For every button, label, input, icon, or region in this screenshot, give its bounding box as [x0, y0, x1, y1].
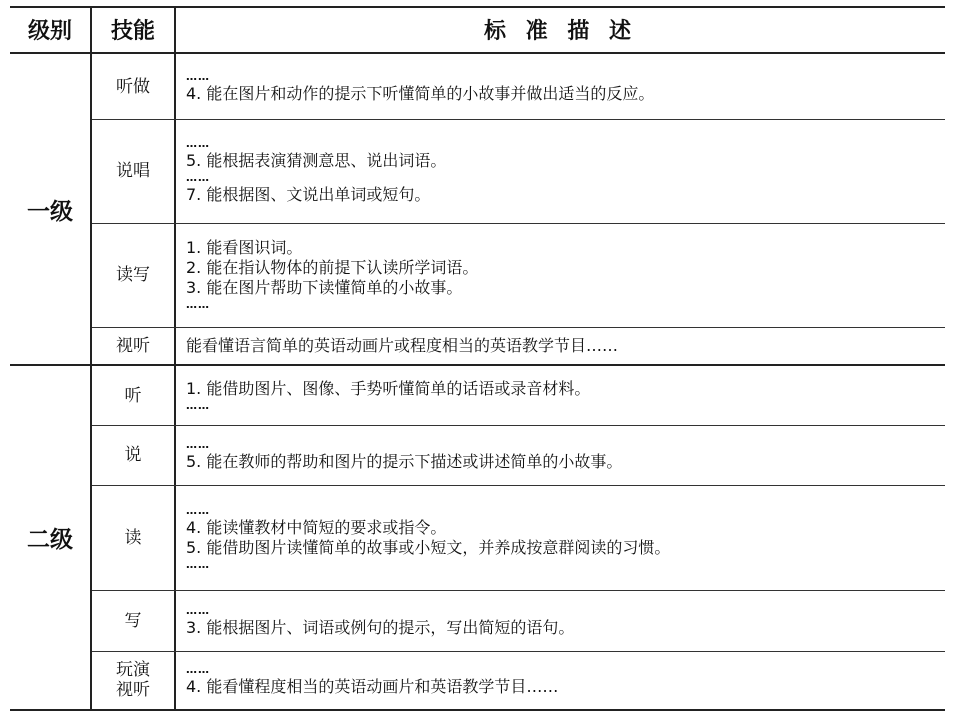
skill-cell	[92, 119, 174, 223]
header-description: 标 准 描 述	[484, 18, 637, 44]
description-line: 1. 能借助图片、图像、手势听懂简单的话语或录音材料。	[186, 378, 591, 398]
skill-label: 写	[124, 610, 142, 631]
skill-label: 视听	[116, 335, 150, 356]
description-line: 1. 能看图识词。	[186, 238, 303, 257]
skill-cell	[92, 366, 174, 425]
description-line: 3. 能根据图片、词语或例句的提示，写出简短的语句。	[186, 617, 575, 637]
skill-label: 说唱	[116, 161, 150, 181]
description-cell	[186, 590, 941, 651]
description-cell	[186, 651, 941, 709]
skill-label: 玩演	[116, 660, 150, 680]
description-line: 能看懂语言简单的英语动画片或程度相当的英语教学节目……	[186, 335, 619, 355]
description-line: 2. 能在指认物体的前提下认读所学词语。	[186, 258, 479, 277]
table-bottom-rule	[10, 709, 945, 711]
description-line: 4. 能读懂教材中简短的要求或指令。	[186, 517, 447, 537]
ellipsis-line: ……	[186, 663, 210, 676]
standards-table	[10, 6, 945, 711]
skill-label: 视听	[116, 680, 150, 700]
description-line: 4. 能在图片和动作的提示下听懂简单的小故事并做出适当的反应。	[186, 83, 655, 103]
description-line: 4. 能看懂程度相当的英语动画片和英语教学节目……	[186, 677, 559, 696]
description-line: 5. 能在教师的帮助和图片的提示下描述或讲述简单的小故事。	[186, 452, 623, 471]
description-cell	[186, 425, 941, 485]
skill-column-divider	[174, 6, 176, 711]
description-cell	[186, 223, 941, 327]
skill-label: 说	[124, 445, 142, 465]
description-cell	[186, 119, 941, 223]
description-cell	[186, 485, 941, 590]
description-line: 5. 能借助图片读懂简单的故事或小短文，并养成按意群阅读的习惯。	[186, 537, 671, 557]
skill-cell	[92, 223, 174, 327]
skill-label: 听	[124, 385, 142, 406]
ellipsis-line: ……	[186, 438, 210, 451]
ellipsis-line: ……	[186, 557, 210, 571]
ellipsis-line: ……	[186, 503, 210, 517]
header-skill: 技能	[110, 18, 155, 44]
skill-label: 读写	[116, 265, 150, 285]
skill-cell	[92, 54, 174, 119]
level-2-label: 二级	[27, 527, 73, 553]
ellipsis-line: ……	[186, 603, 210, 617]
ellipsis-line: ……	[186, 137, 210, 150]
skill-cell	[92, 651, 174, 709]
ellipsis-line: ……	[186, 298, 210, 311]
skill-cell	[92, 485, 174, 590]
description-line: 3. 能在图片帮助下读懂简单的小故事。	[186, 278, 463, 297]
skill-label: 读	[124, 527, 142, 548]
description-cell	[186, 54, 941, 119]
level-1-label: 一级	[27, 198, 73, 225]
ellipsis-line: ……	[186, 171, 210, 184]
ellipsis-line: ……	[186, 398, 210, 412]
skill-label: 听做	[116, 76, 150, 97]
ellipsis-line: ……	[186, 69, 210, 83]
description-line: 5. 能根据表演猜测意思、说出词语。	[186, 151, 447, 170]
skill-cell	[92, 590, 174, 651]
description-cell	[186, 327, 941, 364]
skill-cell	[92, 327, 174, 364]
description-line: 7. 能根据图、文说出单词或短句。	[186, 185, 431, 204]
skill-cell	[92, 425, 174, 485]
header-level: 级别	[27, 18, 72, 44]
description-cell	[186, 366, 941, 425]
